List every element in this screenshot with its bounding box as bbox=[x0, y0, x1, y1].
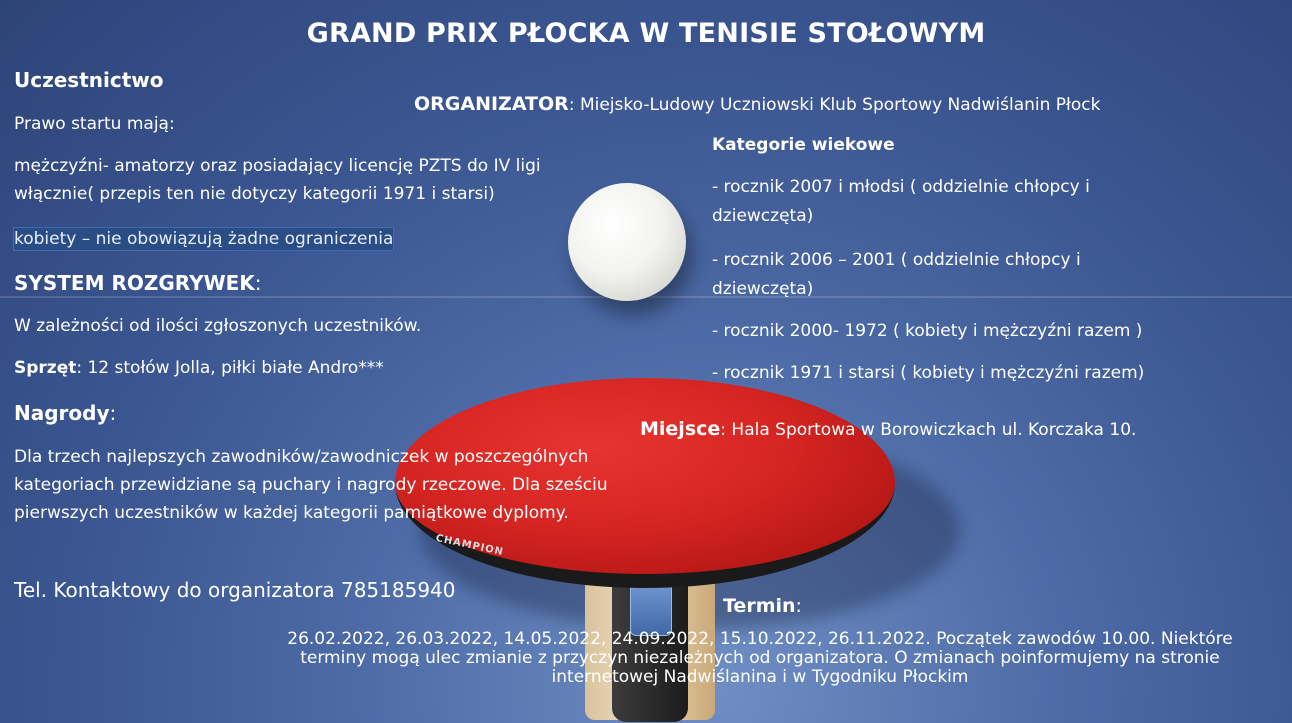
category-2-line2: dziewczęta) bbox=[712, 279, 814, 299]
organizer-text: : Miejsko-Ludowy Uczniowski Klub Sportowy Nadwiślanin Płock bbox=[568, 95, 1101, 115]
age-categories-heading: Kategorie wiekowe bbox=[712, 135, 895, 155]
place-text: : Hala Sportowa w Borowiczkach ul. Korczaka 10. bbox=[720, 420, 1137, 440]
paddle-brand-label: CHAMPION bbox=[434, 532, 505, 559]
men-rule-line1: mężczyźni- amatorzy oraz posiadający licencję PZTS do IV ligi bbox=[14, 156, 541, 176]
participation-heading: Uczestnictwo bbox=[14, 68, 164, 92]
system-heading-colon: : bbox=[254, 271, 262, 295]
category-3: - rocznik 2000- 1972 ( kobiety i mężczyźni razem ) bbox=[712, 321, 1143, 341]
category-1-line1: - rocznik 2007 i młodsi ( oddzielnie chłopcy i bbox=[712, 177, 1090, 197]
place-label: Miejsce bbox=[640, 418, 721, 440]
termin-colon: : bbox=[795, 595, 802, 617]
organizer-label: ORGANIZATOR bbox=[414, 93, 569, 115]
system-heading bbox=[14, 271, 262, 295]
equipment-text: : 12 stołów Jolla, piłki białe Andro*** bbox=[76, 358, 384, 378]
category-2-line1: - rocznik 2006 – 2001 ( oddzielnie chłopcy i bbox=[712, 250, 1081, 270]
termin-heading bbox=[723, 595, 802, 617]
equipment-line bbox=[14, 357, 384, 380]
prizes-line1: Dla trzech najlepszych zawodników/zawodniczek w poszczególnych bbox=[14, 447, 589, 467]
place-line bbox=[640, 418, 1136, 442]
prizes-heading bbox=[14, 401, 116, 425]
equipment-label: Sprzęt bbox=[14, 358, 77, 378]
termin-label: Termin bbox=[723, 595, 796, 617]
termin-dates-text: 26.02.2022, 26.03.2022, 14.05.2022, 24.09.2022, 15.10.2022, 26.11.2022. Początek zawodów 10.00. Niektóre terminy mogą ulec zmianie z przyczyn niezależnych od organizatora. O zmianach poinformujemy na stronie internetowej Nadwiślanina i w Tygodniku Płockim bbox=[287, 629, 1233, 687]
prizes-heading-colon: : bbox=[109, 401, 117, 425]
prizes-heading-label: Nagrody bbox=[14, 401, 110, 425]
category-4: - rocznik 1971 i starsi ( kobiety i mężczyźni razem) bbox=[712, 363, 1145, 383]
category-1-line2: dziewczęta) bbox=[712, 206, 814, 226]
selected-text[interactable]: kobiety – nie obowiązują żadne ograniczenia bbox=[14, 229, 394, 249]
women-rule-text[interactable] bbox=[14, 228, 393, 251]
prizes-line3: pierwszych uczestników w każdej kategorii pamiątkowe dyplomy. bbox=[14, 503, 569, 523]
start-right-text: Prawo startu mają: bbox=[14, 114, 175, 134]
prizes-line2: kategoriach przewidziane są puchary i nagrody rzeczowe. Dla sześciu bbox=[14, 475, 608, 495]
system-text: W zależności od ilości zgłoszonych uczestników. bbox=[14, 316, 422, 336]
system-heading-label: SYSTEM ROZGRYWEK bbox=[14, 271, 255, 295]
men-rule-line2: włącznie( przepis ten nie dotyczy kategorii 1971 i starsi) bbox=[14, 184, 495, 204]
ping-pong-ball-icon bbox=[568, 183, 686, 301]
page-title: GRAND PRIX PŁOCKA W TENISIE STOŁOWYM bbox=[306, 18, 986, 49]
contact-phone: Tel. Kontaktowy do organizatora 785185940 bbox=[14, 578, 456, 602]
organizer-line bbox=[414, 93, 1100, 117]
